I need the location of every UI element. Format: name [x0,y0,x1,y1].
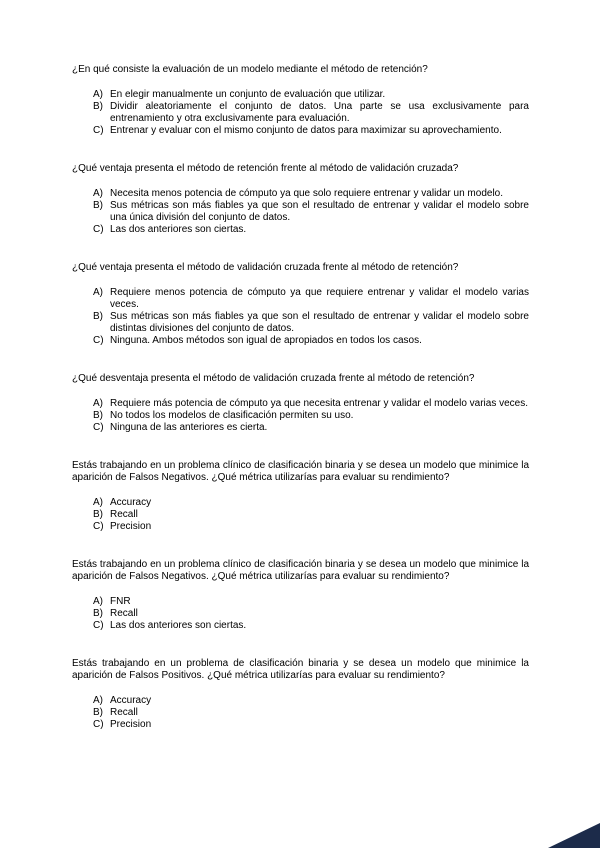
question-block [72,559,529,632]
options-list [72,695,529,731]
question-text: Estás trabajando en un problema clínico de clasificación binaria y se desea un modelo que minimice la aparición de Falsos Negativos. ¿Qué métrica utilizarías para evaluar su rendimiento? [72,559,529,582]
option-item [72,497,529,509]
option-label: C) [93,335,104,346]
option-label: B) [93,707,103,718]
option-label: C) [93,125,104,136]
option-text: Accuracy [110,695,152,706]
option-item [72,311,529,335]
question-text: ¿Qué desventaja presenta el método de validación cruzada frente al método de retención? [72,373,475,384]
option-text: Recall [110,509,138,520]
options-list [72,497,529,533]
option-text: Entrenar y evaluar con el mismo conjunto de datos para maximizar su aprovechamiento. [110,125,502,136]
option-label: C) [93,224,104,235]
option-text: Accuracy [110,497,152,508]
option-label: A) [93,497,103,508]
question-text: Estás trabajando en un problema clínico de clasificación binaria y se desea un modelo que minimice la aparición de Falsos Negativos. ¿Qué métrica utilizarías para evaluar su rendimiento? [72,460,529,483]
options-list [72,287,529,347]
option-text: Las dos anteriores son ciertas. [110,224,247,235]
option-label: A) [93,89,103,100]
option-text: En elegir manualmente un conjunto de evaluación que utilizar. [110,89,386,100]
option-text: Requiere más potencia de cómputo ya que necesita entrenar y validar el modelo varias veces. [110,398,529,409]
option-item [72,287,529,311]
option-item [72,101,529,125]
option-label: A) [93,695,103,706]
option-label: B) [93,608,103,619]
question-block [72,64,529,137]
option-label: C) [93,422,104,433]
option-text: Requiere menos potencia de cómputo ya que requiere entrenar y validar el modelo varias veces. [110,287,529,310]
questions-container [72,64,529,731]
option-item [72,335,529,347]
option-text: Precision [110,719,152,730]
question-text: ¿Qué ventaja presenta el método de validación cruzada frente al método de retención? [72,262,459,273]
question-block [72,460,529,533]
option-item [72,125,529,137]
option-text: Sus métricas son más fiables ya que son el resultado de entrenar y validar el modelo sobre una única división del conjunto de datos. [110,200,529,223]
option-item [72,620,529,632]
option-text: Recall [110,608,138,619]
option-item [72,596,529,608]
option-item [72,398,529,410]
option-item [72,200,529,224]
option-label: A) [93,596,103,607]
option-text: Ninguna. Ambos métodos son igual de apropiados en todos los casos. [110,335,422,346]
option-item [72,422,529,434]
option-text: Dividir aleatoriamente el conjunto de datos. Una parte se usa exclusivamente para entrenamiento y otra exclusivamente para evaluación. [110,101,529,124]
option-label: A) [93,287,103,298]
option-label: C) [93,521,104,532]
question-text: ¿Qué ventaja presenta el método de retención frente al método de validación cruzada? [72,163,459,174]
option-label: A) [93,188,103,199]
option-text: Necesita menos potencia de cómputo ya que solo requiere entrenar y validar un modelo. [110,188,504,199]
option-item [72,695,529,707]
question-block [72,373,529,434]
option-label: A) [93,398,103,409]
options-list [72,398,529,434]
corner-fold-decoration [548,823,600,848]
option-text: No todos los modelos de clasificación permiten su uso. [110,410,354,421]
option-text: Ninguna de las anteriores es cierta. [110,422,268,433]
option-item [72,707,529,719]
option-label: B) [93,200,103,211]
question-text: ¿En qué consiste la evaluación de un modelo mediante el método de retención? [72,64,428,75]
option-label: B) [93,311,103,322]
option-text: Sus métricas son más fiables ya que son el resultado de entrenar y validar el modelo sobre distintas divisiones del conjunto de datos. [110,311,529,334]
option-item [72,509,529,521]
question-block [72,262,529,347]
question-text: Estás trabajando en un problema de clasificación binaria y se desea un modelo que minimice la aparición de Falsos Positivos. ¿Qué métrica utilizarías para evaluar su rendimiento? [72,658,529,681]
option-item [72,188,529,200]
option-item [72,224,529,236]
option-text: Recall [110,707,138,718]
option-text: FNR [110,596,131,607]
question-block [72,658,529,731]
option-text: Las dos anteriores son ciertas. [110,620,247,631]
option-text: Precision [110,521,152,532]
option-label: B) [93,101,103,112]
option-item [72,410,529,422]
question-block [72,163,529,236]
option-label: B) [93,410,103,421]
option-label: C) [93,719,104,730]
option-item [72,521,529,533]
option-item [72,89,529,101]
option-label: B) [93,509,103,520]
option-label: C) [93,620,104,631]
options-list [72,188,529,236]
options-list [72,596,529,632]
option-item [72,719,529,731]
option-item [72,608,529,620]
options-list [72,89,529,137]
